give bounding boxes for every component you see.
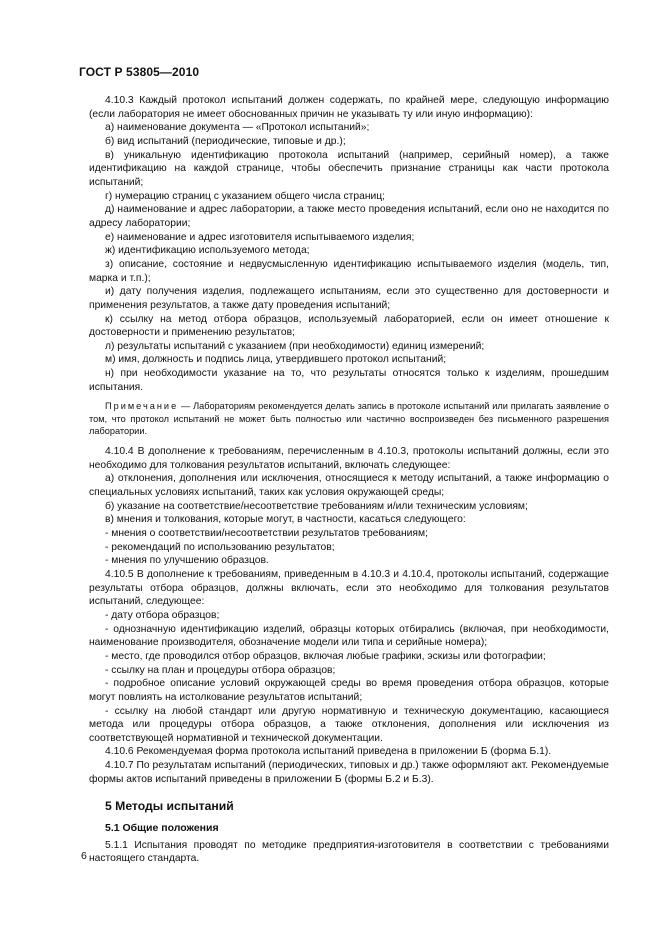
clause-4-10-5: 4.10.5 В дополнение к требованиям, приведенным в 4.10.3 и 4.10.4, протоколы испытаний, содержащие результаты отбора образцов, должны включать, если это необходимо для толкования результатов испытаний, следующее: <box>89 568 609 608</box>
page-content <box>89 94 609 866</box>
list-item: - мнения по улучшению образцов. <box>105 555 269 567</box>
list-item: - подробное описание условий окружающей среды во время проведения отбора образцов, которые могут повлиять на истолкование результатов испытаний; <box>89 678 609 703</box>
clause-5-1-1: 5.1.1 Испытания проводят по методике предприятия-изготовителя в соответствии с требованиями настоящего стандарта. <box>89 839 609 865</box>
subsection-5-1-heading: 5.1 Общие положения <box>105 822 219 835</box>
clause-4-10-4: 4.10.4 В дополнение к требованиям, перечисленным в 4.10.3, протоколы испытаний должны, если это необходимо для толкования результатов испытаний, включать следующее: <box>89 446 609 471</box>
list-item: е) наименование и адрес изготовителя испытываемого изделия; <box>105 231 415 243</box>
list-item: н) при необходимости указание на то, что результаты относятся только к изделиям, прошедшим испытания. <box>89 368 609 393</box>
list-item: - ссылку на план и процедуры отбора образцов; <box>105 664 336 676</box>
list-item: а) отклонения, дополнения или исключения, относящиеся к методу испытаний, а также информацию о специальных условиях испытаний, таких как условия окружающей среды; <box>89 473 609 499</box>
list-item: в) мнения и толкования, которые могут, в частности, касаться следующего: <box>105 514 466 526</box>
clause-4-10-3: 4.10.3 Каждый протокол испытаний должен содержать, по крайней мере, следующую информацию (если лаборатория не имеет обоснованных причин не указывать ту или иную информацию): <box>89 95 609 120</box>
list-item: м) имя, должность и подпись лица, утвердившего протокол испытаний; <box>105 354 447 366</box>
list-item: л) результаты испытаний с указанием (при необходимости) единиц измерений; <box>105 340 485 352</box>
list-item: - место, где проводился отбор образцов, включая любые графики, эскизы или фотографии; <box>105 650 546 662</box>
list-4-10-5 <box>89 609 609 746</box>
list-item: - рекомендаций по использованию результатов; <box>105 541 335 553</box>
list-item: з) описание, состояние и недвусмысленную идентификацию испытываемого изделия (модель, тип, марка и т.п.); <box>89 258 609 284</box>
section-5-heading: 5 Методы испытаний <box>105 799 234 814</box>
list-item: а) наименование документа — «Протокол испытаний»; <box>105 122 370 134</box>
list-item: д) наименование и адрес лаборатории, а также место проведения испытаний, если оно не находится по адресу лаборатории; <box>89 204 609 229</box>
list-item: в) уникальную идентификацию протокола испытаний (например, серийный номер), а также идентификацию на каждой странице, чтобы обеспечить признание страницы как части протокола испытаний; <box>89 149 609 188</box>
list-item: г) нумерацию страниц с указанием общего числа страниц; <box>105 190 386 202</box>
list-4-10-4 <box>89 472 609 568</box>
clause-4-10-6: 4.10.6 Рекомендуемая форма протокола испытаний приведена в приложении Б (форма Б.1). <box>105 746 552 758</box>
note-text: — Лабораториям рекомендуется делать запись в протоколе испытаний или прилагать заявление о том, что протокол испытаний не может быть полностью или частично воспроизведен без письменного разрешения лаборатории. <box>89 401 609 436</box>
list-item: б) указание на соответствие/несоответствие требованиям и/или техническим условиям; <box>105 500 528 512</box>
clause-4-10-7: 4.10.7 По результатам испытаний (периодических, типовых и др.) также оформляют акт. Рекомендуемые формы актов испытаний приведены в приложении Б (формы Б.2 и Б.3). <box>89 760 609 785</box>
note-label: Примечание <box>105 401 179 412</box>
standard-header: ГОСТ Р 53805—2010 <box>79 65 200 79</box>
note-block <box>89 400 609 437</box>
page-number: 6 <box>81 850 87 862</box>
list-item: б) вид испытаний (периодические, типовые и др.); <box>105 135 346 147</box>
list-item: - мнения о соответствии/несоответствии результатов требованиям; <box>105 527 428 539</box>
list-4-10-3 <box>89 121 609 394</box>
list-item: - ссылку на любой стандарт или другую нормативную и техническую документацию, касающиеся метода или процедуры отбора образцов, а также отклонения, дополнения или исключения из соответствующей нормативной и технической документации. <box>89 705 609 744</box>
list-item: к) ссылку на метод отбора образцов, используемый лабораторией, если он имеет отношение к достоверности и применению результатов; <box>89 313 609 339</box>
list-item: и) дату получения изделия, подлежащего испытаниям, если это существенно для достоверности и применения результатов, а также дату проведения испытаний; <box>89 286 609 311</box>
list-item: - однозначную идентификацию изделий, образцы которых отбирались (включая, при необходимости, наименование производителя, обозначение модели или типа и серийные номера); <box>89 623 609 649</box>
list-item: - дату отбора образцов; <box>105 609 220 621</box>
list-item: ж) идентификацию используемого метода; <box>105 245 310 257</box>
